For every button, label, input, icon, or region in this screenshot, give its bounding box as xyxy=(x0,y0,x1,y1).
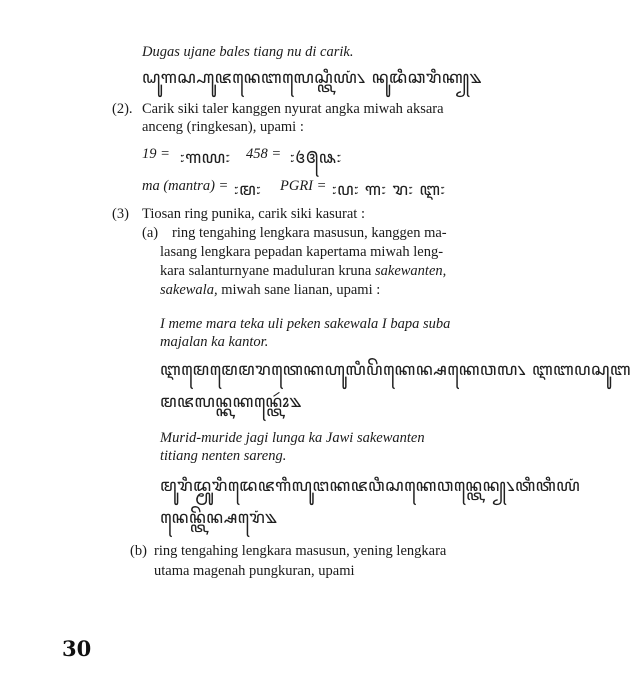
sub-a-italic-term: sakewanten, xyxy=(375,263,447,279)
page-number: 30 xyxy=(62,636,92,661)
abbreviation-example-latin: PGRI = xyxy=(280,178,327,194)
abbreviation-example-script: ꧇ꦥ꧇ ꦒ꧇ ꦫ꧇ ꦆ꧇ xyxy=(332,180,446,200)
example-balinese-script: ꦆꦩꦺꦩꦺꦩꦫꦠꦺꦏꦲꦸꦭꦶꦥꦼꦏꦺꦤ꧀ꦱꦏꦺꦮꦭ꧈ ꦆꦧꦥꦱꦸꦧ xyxy=(160,360,631,380)
sub-b-label: (b) xyxy=(130,543,147,559)
example-latin: I meme mara teka uli peken sakewala I bapa suba xyxy=(160,316,451,332)
item-2-number: (2). xyxy=(112,101,133,117)
numeral-example-latin: 458 = xyxy=(246,146,282,162)
example-latin: titiang nenten sareng. xyxy=(160,448,287,464)
example-latin: Dugas ujane bales tiang nu di carik. xyxy=(142,44,354,60)
item-2-line: anceng (ringkesan), upami : xyxy=(142,119,304,135)
sub-a-italic-term: sakewala, xyxy=(160,282,218,298)
sub-a-label: (a) xyxy=(142,225,159,241)
sub-a-line xyxy=(160,282,380,299)
sub-a-text: miwah sane lianan, upami : xyxy=(221,282,381,298)
sub-a-line: lasang lengkara pepadan kapertama miwah leng- xyxy=(160,244,444,260)
example-balinese-script: ꦝꦸꦒꦱ꧀ꦲꦸꦗꦤꦺꦧꦭꦺꦱ꧀ꦠꦶꦪꦁ꧈ ꦤꦸꦢꦶꦕꦫꦶꦏ꧀꧉ xyxy=(142,68,482,88)
sub-a-line xyxy=(160,263,446,280)
example-latin: majalan ka kantor. xyxy=(160,334,269,350)
numeral-example-script: ꧇꧑꧙꧇ xyxy=(180,148,231,168)
sub-a-text: kara salanturnyane maduluran kruna xyxy=(160,263,372,279)
sub-b-line: utama magenah pungkuran, upami xyxy=(154,563,355,579)
numeral-example-script: ꧇꧔꧕꧘꧇ xyxy=(290,148,342,168)
item-3-line: Tiosan ring punika, carik siki kasurat : xyxy=(142,206,365,222)
example-latin: Murid-muride jagi lunga ka Jawi sakewanten xyxy=(160,430,425,446)
numeral-example-latin: 19 = xyxy=(142,146,170,162)
sub-a-line: ring tengahing lengkara masusun, kanggen ma- xyxy=(172,225,447,241)
item-2-line: Carik siki taler kanggen nyurat angka miwah aksara xyxy=(142,101,444,117)
sub-b-line: ring tengahing lengkara masusun, yening lengkara xyxy=(154,543,447,559)
abbreviation-example-script: ꧇ꦩ꧇ xyxy=(234,180,262,200)
example-balinese-script: ꦤꦺꦤ꧀ꦠꦼꦤ꧀ꦱꦫꦺꦁ꧉ xyxy=(160,508,278,528)
item-3-number: (3) xyxy=(112,206,129,222)
example-balinese-script: ꦩꦗꦭꦤ꧀ꦏꦏꦤ꧀ꦠꦺꦴꦂ꧉ xyxy=(160,392,302,412)
abbreviation-example-latin: ma (mantra) = xyxy=(142,178,229,194)
example-balinese-script: ꦩꦸꦫꦶꦢ꧀ꦩꦸꦫꦶꦢꦺꦗꦒꦶꦭꦸꦔꦏꦗꦮꦶꦱꦏꦺꦮꦤ꧀ꦠꦺꦤ꧀꧈ꦠꦶꦠꦶꦪꦁ xyxy=(160,476,581,496)
